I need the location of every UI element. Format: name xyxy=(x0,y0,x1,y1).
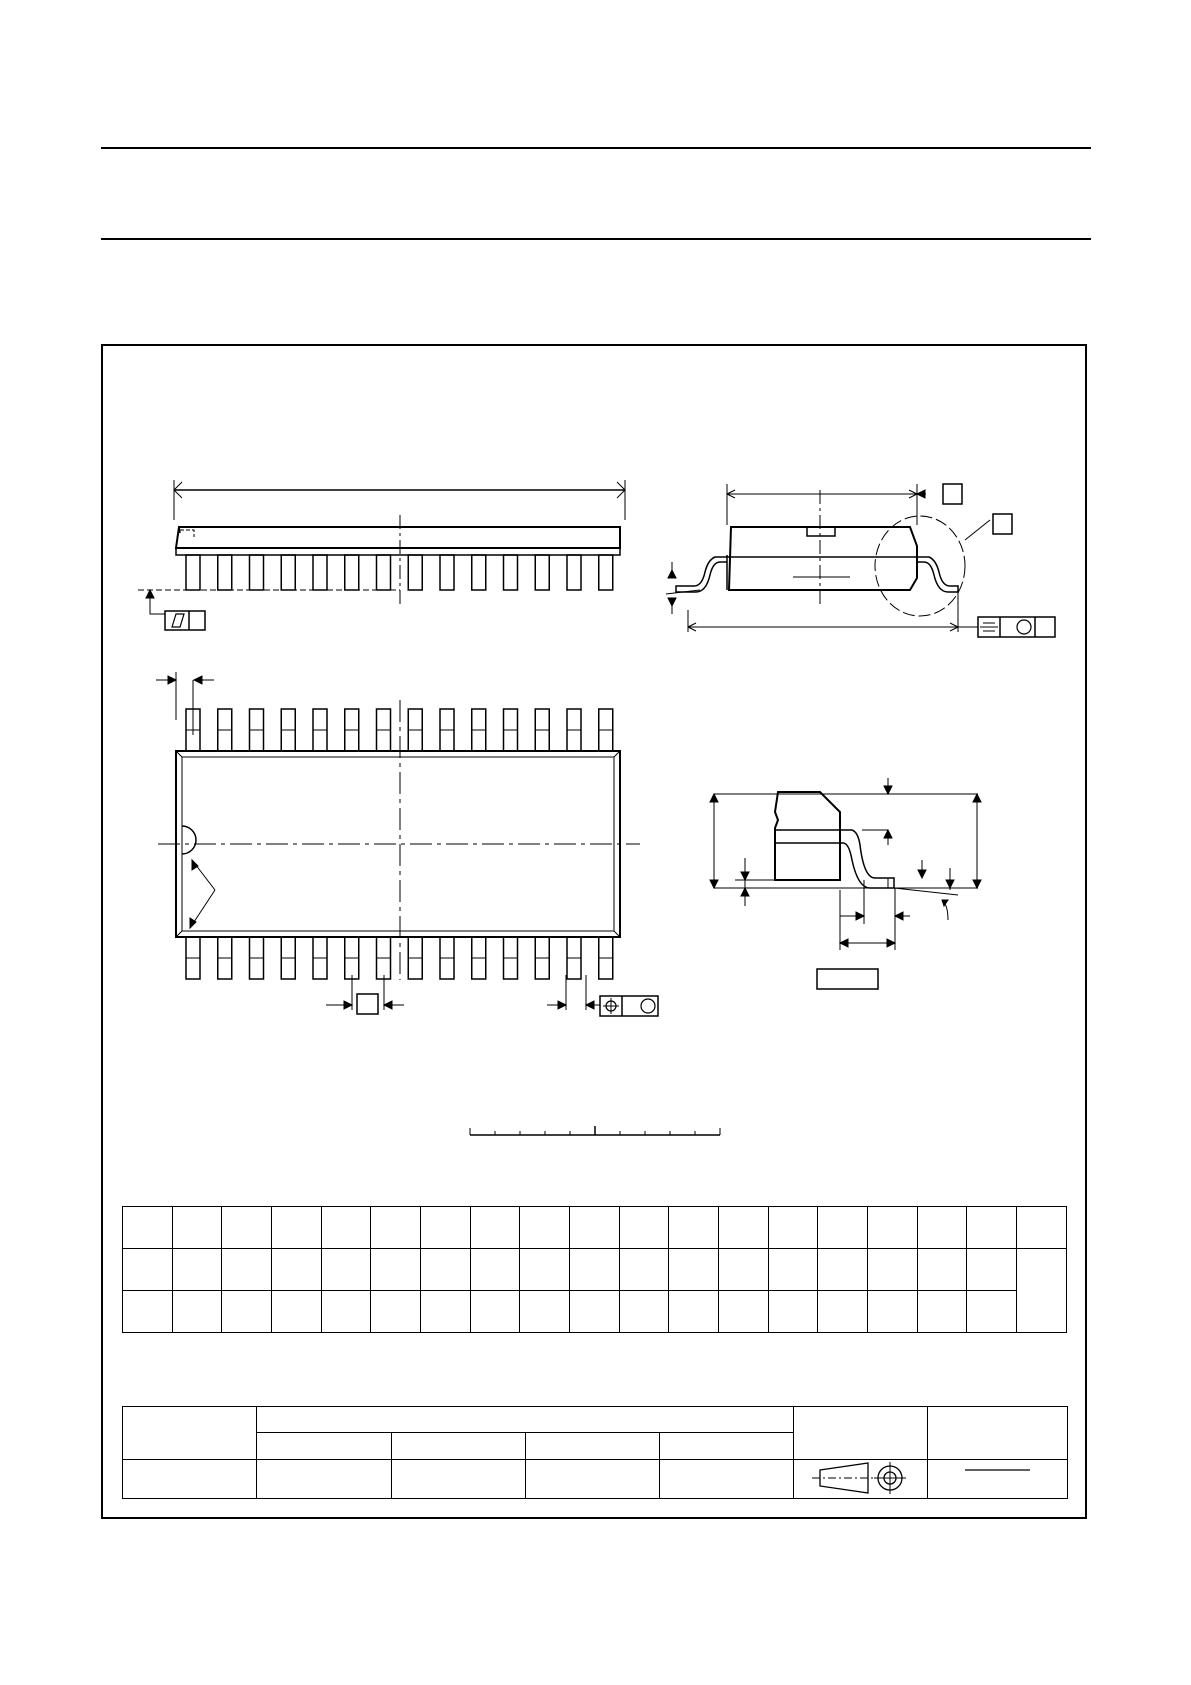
outline-version-table xyxy=(122,1406,1068,1499)
table-cell xyxy=(928,1407,1068,1460)
table-row xyxy=(123,1207,1067,1249)
table-cell xyxy=(272,1291,322,1333)
table-cell xyxy=(917,1291,967,1333)
table-cell xyxy=(660,1460,794,1499)
table-cell xyxy=(272,1207,322,1249)
table-row xyxy=(123,1407,1068,1433)
lead xyxy=(472,555,486,590)
table-cell xyxy=(272,1249,322,1291)
table-cell xyxy=(794,1460,928,1499)
table-cell xyxy=(570,1207,620,1249)
table-cell xyxy=(321,1207,371,1249)
table-cell xyxy=(818,1207,868,1249)
lead xyxy=(218,555,232,590)
table-cell xyxy=(868,1249,918,1291)
table-cell xyxy=(470,1249,520,1291)
lead xyxy=(599,555,613,590)
table-cell xyxy=(257,1433,392,1460)
table-cell xyxy=(172,1291,222,1333)
table-cell xyxy=(526,1460,660,1499)
table-cell xyxy=(371,1291,421,1333)
lead xyxy=(408,555,422,590)
table-cell-merged xyxy=(1017,1249,1067,1333)
table-cell xyxy=(222,1291,272,1333)
end-view xyxy=(666,484,1055,637)
table-cell xyxy=(669,1207,719,1249)
dimension-table xyxy=(122,1206,1067,1333)
table-cell xyxy=(719,1207,769,1249)
lead xyxy=(186,555,200,590)
table-cell xyxy=(371,1249,421,1291)
table-cell xyxy=(669,1249,719,1291)
table-cell xyxy=(321,1291,371,1333)
table-cell xyxy=(470,1207,520,1249)
top-view-leads-lower xyxy=(186,937,613,979)
table-cell xyxy=(520,1207,570,1249)
table-cell xyxy=(619,1249,669,1291)
lead xyxy=(313,555,327,590)
lead xyxy=(250,555,264,590)
table-cell xyxy=(421,1291,471,1333)
side-view-leads xyxy=(186,555,613,590)
table-cell xyxy=(1017,1207,1067,1249)
table-cell xyxy=(321,1249,371,1291)
lead xyxy=(345,555,359,590)
table-cell xyxy=(392,1433,526,1460)
table-cell xyxy=(371,1207,421,1249)
table-cell xyxy=(794,1407,928,1460)
table-cell xyxy=(222,1207,272,1249)
table-cell xyxy=(470,1291,520,1333)
table-cell xyxy=(818,1249,868,1291)
table-cell xyxy=(123,1407,257,1460)
lead xyxy=(440,555,454,590)
lead xyxy=(281,555,295,590)
table-cell xyxy=(123,1207,173,1249)
table-cell xyxy=(421,1207,471,1249)
table-cell xyxy=(172,1249,222,1291)
table-cell xyxy=(123,1460,257,1499)
detail-x xyxy=(710,778,981,989)
table-cell xyxy=(257,1407,794,1433)
table-cell xyxy=(660,1433,794,1460)
table-cell xyxy=(421,1249,471,1291)
table-cell xyxy=(123,1291,173,1333)
table-cell xyxy=(917,1249,967,1291)
scale-bar xyxy=(470,1126,720,1135)
table-row xyxy=(123,1460,1068,1499)
lead xyxy=(567,555,581,590)
table-cell xyxy=(967,1207,1017,1249)
table-cell xyxy=(123,1249,173,1291)
table-cell xyxy=(392,1460,526,1499)
table-cell xyxy=(570,1249,620,1291)
table-cell xyxy=(619,1291,669,1333)
table-row xyxy=(123,1249,1067,1291)
table-row xyxy=(123,1291,1067,1333)
table-cell xyxy=(719,1291,769,1333)
table-cell xyxy=(868,1291,918,1333)
table-cell xyxy=(967,1291,1017,1333)
table-cell xyxy=(570,1291,620,1333)
table-cell xyxy=(257,1460,392,1499)
table-cell xyxy=(719,1249,769,1291)
table-cell xyxy=(520,1291,570,1333)
lead xyxy=(535,555,549,590)
table-cell xyxy=(868,1207,918,1249)
lead xyxy=(377,555,391,590)
table-cell xyxy=(526,1433,660,1460)
table-cell xyxy=(669,1291,719,1333)
table-cell xyxy=(928,1460,1068,1499)
lead xyxy=(504,555,518,590)
table-cell xyxy=(768,1207,818,1249)
table-cell xyxy=(967,1249,1017,1291)
table-cell xyxy=(768,1291,818,1333)
table-cell xyxy=(917,1207,967,1249)
table-cell xyxy=(222,1249,272,1291)
table-cell xyxy=(818,1291,868,1333)
table-cell xyxy=(520,1249,570,1291)
table-cell xyxy=(619,1207,669,1249)
top-view-leads-upper xyxy=(186,709,613,751)
table-cell xyxy=(172,1207,222,1249)
table-cell xyxy=(768,1249,818,1291)
